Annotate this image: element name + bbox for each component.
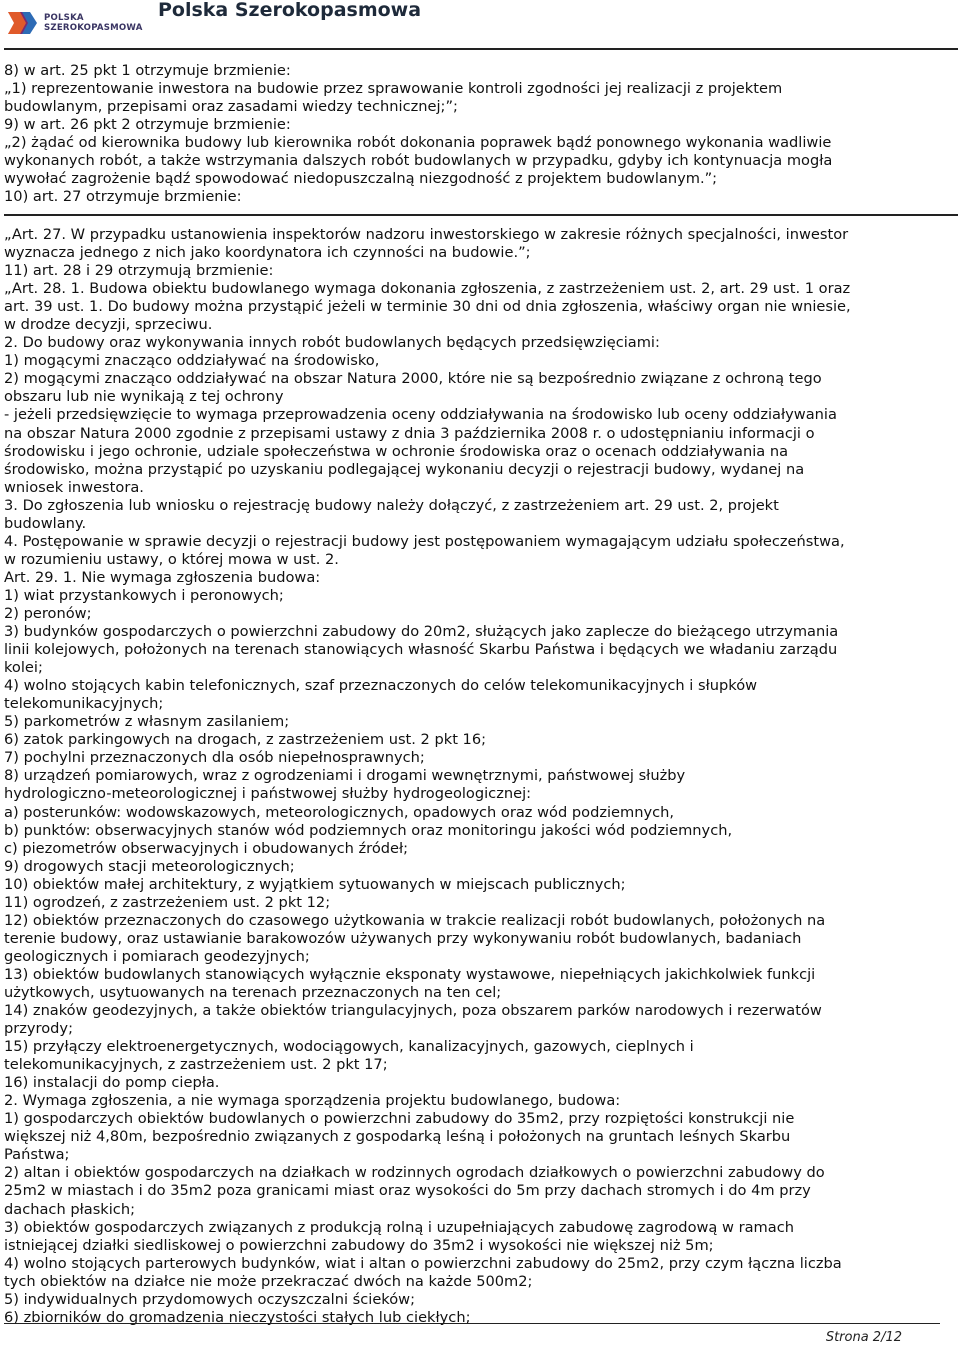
text-line: Państwa;: [4, 1146, 70, 1164]
text-block-2: [4, 226, 958, 1327]
text-block-1: [4, 62, 958, 206]
text-line: obszaru lub nie wynikają z tej ochrony: [4, 388, 284, 406]
text-line: 3. Do zgłoszenia lub wniosku o rejestrację budowy należy dołączyć, z zastrzeżeniem art. 29 ust. 2, projekt: [4, 496, 779, 514]
text-line: c) piezometrów obserwacyjnych i obudowanych źródeł;: [4, 839, 409, 857]
text-line: wywołać zagrożenie bądź spowodować niedopuszczalną niezgodność z projektem budowlanym.”;: [4, 170, 718, 188]
text-line: większej niż 4,80m, bezpośrednio związanych z gospodarką leśną i położonych na gruntach leśnych Skarbu: [4, 1128, 791, 1146]
text-line: 4) wolno stojących kabin telefonicznych, szaf przeznaczonych do celów telekomunikacyjnych i słupków: [4, 677, 758, 695]
text-line: Art. 29. 1. Nie wymaga zgłoszenia budowa:: [4, 568, 321, 586]
text-line: 5) indywidualnych przydomowych oczyszczalni ścieków;: [4, 1290, 416, 1308]
page-title: Polska Szerokopasmowa: [158, 0, 422, 21]
text-line: 25m2 w miastach i do 35m2 poza granicami miast oraz wysokości do 5m przy dachach stromych i do 4m przy: [4, 1182, 811, 1200]
text-line: użytkowych, usytuowanych na terenach przeznaczonych na ten cel;: [4, 983, 502, 1001]
text-line: kolei;: [4, 659, 43, 677]
text-line: istniejącej działki siedliskowej o powierzchni zabudowy do 35m2 i wysokości nie większej niż 5m;: [4, 1236, 714, 1254]
text-line: wyznacza jednego z nich jako koordynatora ich czynności na budowie.”;: [4, 244, 531, 262]
text-line: w drodze decyzji, sprzeciwu.: [4, 316, 213, 334]
text-line: art. 39 ust. 1. Do budowy można przystąpić jeżeli w terminie 30 dni od dnia zgłoszenia, właściwy organ nie wniesie,: [4, 298, 851, 316]
text-line: 14) znaków geodezyjnych, a także obiektów triangulacyjnych, poza obszarem parków narodowych i rezerwatów: [4, 1002, 822, 1020]
text-line: terenie budowy, oraz ustawianie barakowozów używanych przy wykonywaniu robót budowlanych, badaniach: [4, 929, 802, 947]
text-line: budowlany.: [4, 514, 87, 532]
logo-line-2: SZEROKOPASMOWA: [44, 23, 143, 33]
text-line: 2) altan i obiektów gospodarczych na działkach w rodzinnych ogrodach działkowych o powierzchni zabudowy do: [4, 1164, 825, 1182]
footer-divider: [4, 1323, 940, 1324]
text-line: środowisku i jego ochronie, udziale społeczeństwa w ochronie środowiska oraz o ocenach oddziaływania na: [4, 442, 789, 460]
text-line: 13) obiektów budowlanych stanowiących wyłącznie eksponaty wystawowe, niepełniących jakichkolwiek funkcji: [4, 965, 816, 983]
text-line: 16) instalacji do pomp ciepła.: [4, 1074, 220, 1092]
text-line: 2) peronów;: [4, 604, 92, 622]
text-line: 4) wolno stojących parterowych budynków, wiat i altan o powierzchni zabudowy do 25m2, przy czym łączna liczba: [4, 1254, 842, 1272]
text-line: linii kolejowych, położonych na terenach stanowiących własność Skarbu Państwa i będących we władaniu zarządu: [4, 641, 838, 659]
text-line: 5) parkometrów z własnym zasilaniem;: [4, 713, 290, 731]
text-line: budowlanym, przepisami oraz zasadami wiedzy technicznej;”;: [4, 98, 458, 116]
text-line: 9) drogowych stacji meteorologicznych;: [4, 857, 295, 875]
text-line: na obszar Natura 2000 zgodnie z przepisami ustawy z dnia 3 października 2008 r. o udostępnianiu informacji o: [4, 424, 815, 442]
text-line: 2. Do budowy oraz wykonywania innych robót budowlanych będących przedsięwzięciami:: [4, 334, 660, 352]
text-line: wykonanych robót, a także wstrzymania dalszych robót budowlanych w przypadku, gdyby ich kontynuacja mogła: [4, 152, 833, 170]
text-line: tych obiektów na działce nie może przekraczać dwóch na każde 500m2;: [4, 1272, 533, 1290]
text-line: 3) obiektów gospodarczych związanych z produkcją rolną i uzupełniających zabudowę zagrodową w ramach: [4, 1218, 794, 1236]
text-line: 12) obiektów przeznaczonych do czasowego użytkowania w trakcie realizacji robót budowlanych, położonych na: [4, 911, 826, 929]
text-line: 1) wiat przystankowych i peronowych;: [4, 586, 284, 604]
text-line: 6) zbiorników do gromadzenia nieczystości stałych lub ciekłych;: [4, 1308, 471, 1326]
polska-szerokopasmowa-logo: [6, 6, 143, 44]
text-line: 9) w art. 26 pkt 2 otrzymuje brzmienie:: [4, 116, 291, 134]
logo-wordmark: [44, 13, 143, 33]
text-line: 10) obiektów małej architektury, z wyjątkiem sytuowanych w miejscach publicznych;: [4, 875, 626, 893]
text-line: 10) art. 27 otrzymuje brzmienie:: [4, 188, 242, 206]
text-line: hydrologiczno-meteorologicznej i państwowej służby hydrogeologicznej:: [4, 785, 532, 803]
text-line: b) punktów: obserwacyjnych stanów wód podziemnych oraz monitoringu jakości wód podziemnych,: [4, 821, 733, 839]
text-line: 8) w art. 25 pkt 1 otrzymuje brzmienie:: [4, 62, 291, 79]
text-line: 2. Wymaga zgłoszenia, a nie wymaga sporządzenia projektu budowlanego, budowa:: [4, 1092, 621, 1110]
section-divider: [4, 214, 958, 216]
text-line: 8) urządzeń pomiarowych, wraz z ogrodzeniami i drogami wewnętrznymi, państwowej służby: [4, 767, 686, 785]
logo-line-1: POLSKA: [44, 13, 84, 23]
text-line: 15) przyłączy elektroenergetycznych, wodociągowych, kanalizacyjnych, gazowych, cieplnych i: [4, 1038, 694, 1056]
text-line: a) posterunków: wodowskazowych, meteorologicznych, opadowych oraz wód podziemnych,: [4, 803, 675, 821]
text-line: 3) budynków gospodarczych o powierzchni zabudowy do 20m2, służących jako zaplecze do bieżącego utrzymania: [4, 623, 839, 641]
text-line: - jeżeli przedsięwzięcie to wymaga przeprowadzenia oceny oddziaływania na środowisko lub oceny oddziaływania: [4, 406, 837, 424]
text-line: 2) mogącymi znacząco oddziaływać na obszar Natura 2000, które nie są bezpośrednio związane z ochroną tego: [4, 370, 822, 388]
text-line: „1) reprezentowanie inwestora na budowie przez sprawowanie kontroli zgodności jej realizacji z projektem: [4, 80, 783, 98]
text-line: 11) art. 28 i 29 otrzymują brzmienie:: [4, 262, 274, 280]
text-line: „Art. 28. 1. Budowa obiektu budowlanego wymaga dokonania zgłoszenia, z zastrzeżeniem ust. 2, art. 29 ust. 1 oraz: [4, 280, 851, 298]
text-line: 7) pochylni przeznaczonych dla osób niepełnosprawnych;: [4, 749, 425, 767]
page-header: [0, 0, 960, 52]
text-line: w rozumieniu ustawy, o której mowa w ust. 2.: [4, 550, 339, 568]
text-line: 1) mogącymi znacząco oddziaływać na środowisko,: [4, 352, 380, 370]
logo-mark-icon: [6, 8, 40, 38]
page-number: Strona 2/12: [825, 1330, 902, 1345]
text-line: wniosek inwestora.: [4, 478, 144, 496]
text-line: telekomunikacyjnych;: [4, 695, 164, 713]
text-line: geologicznych i pomiarach geodezyjnych;: [4, 947, 310, 965]
text-line: 11) ogrodzeń, z zastrzeżeniem ust. 2 pkt 12;: [4, 893, 331, 911]
header-divider: [4, 48, 958, 50]
text-line: dachach płaskich;: [4, 1200, 135, 1218]
text-line: 6) zatok parkingowych na drogach, z zastrzeżeniem ust. 2 pkt 16;: [4, 731, 487, 749]
text-line: 1) gospodarczych obiektów budowlanych o powierzchni zabudowy do 35m2, przy rozpiętości konstrukcji nie: [4, 1110, 795, 1128]
text-line: środowisko, można przystąpić po uzyskaniu podlegającej wykonaniu decyzji o rejestracji budowy, wydanej na: [4, 460, 805, 478]
text-line: „2) żądać od kierownika budowy lub kierownika robót dokonania poprawek bądź ponownego wykonania wadliwie: [4, 134, 832, 152]
text-line: przyrody;: [4, 1020, 73, 1038]
text-line: „Art. 27. W przypadku ustanowienia inspektorów nadzoru inwestorskiego w zakresie różnych specjalności, inwestor: [4, 226, 849, 243]
text-line: 4. Postępowanie w sprawie decyzji o rejestracji budowy jest postępowaniem wymagającym udziału społeczeństwa,: [4, 532, 845, 550]
text-line: telekomunikacyjnych, z zastrzeżeniem ust. 2 pkt 17;: [4, 1056, 388, 1074]
